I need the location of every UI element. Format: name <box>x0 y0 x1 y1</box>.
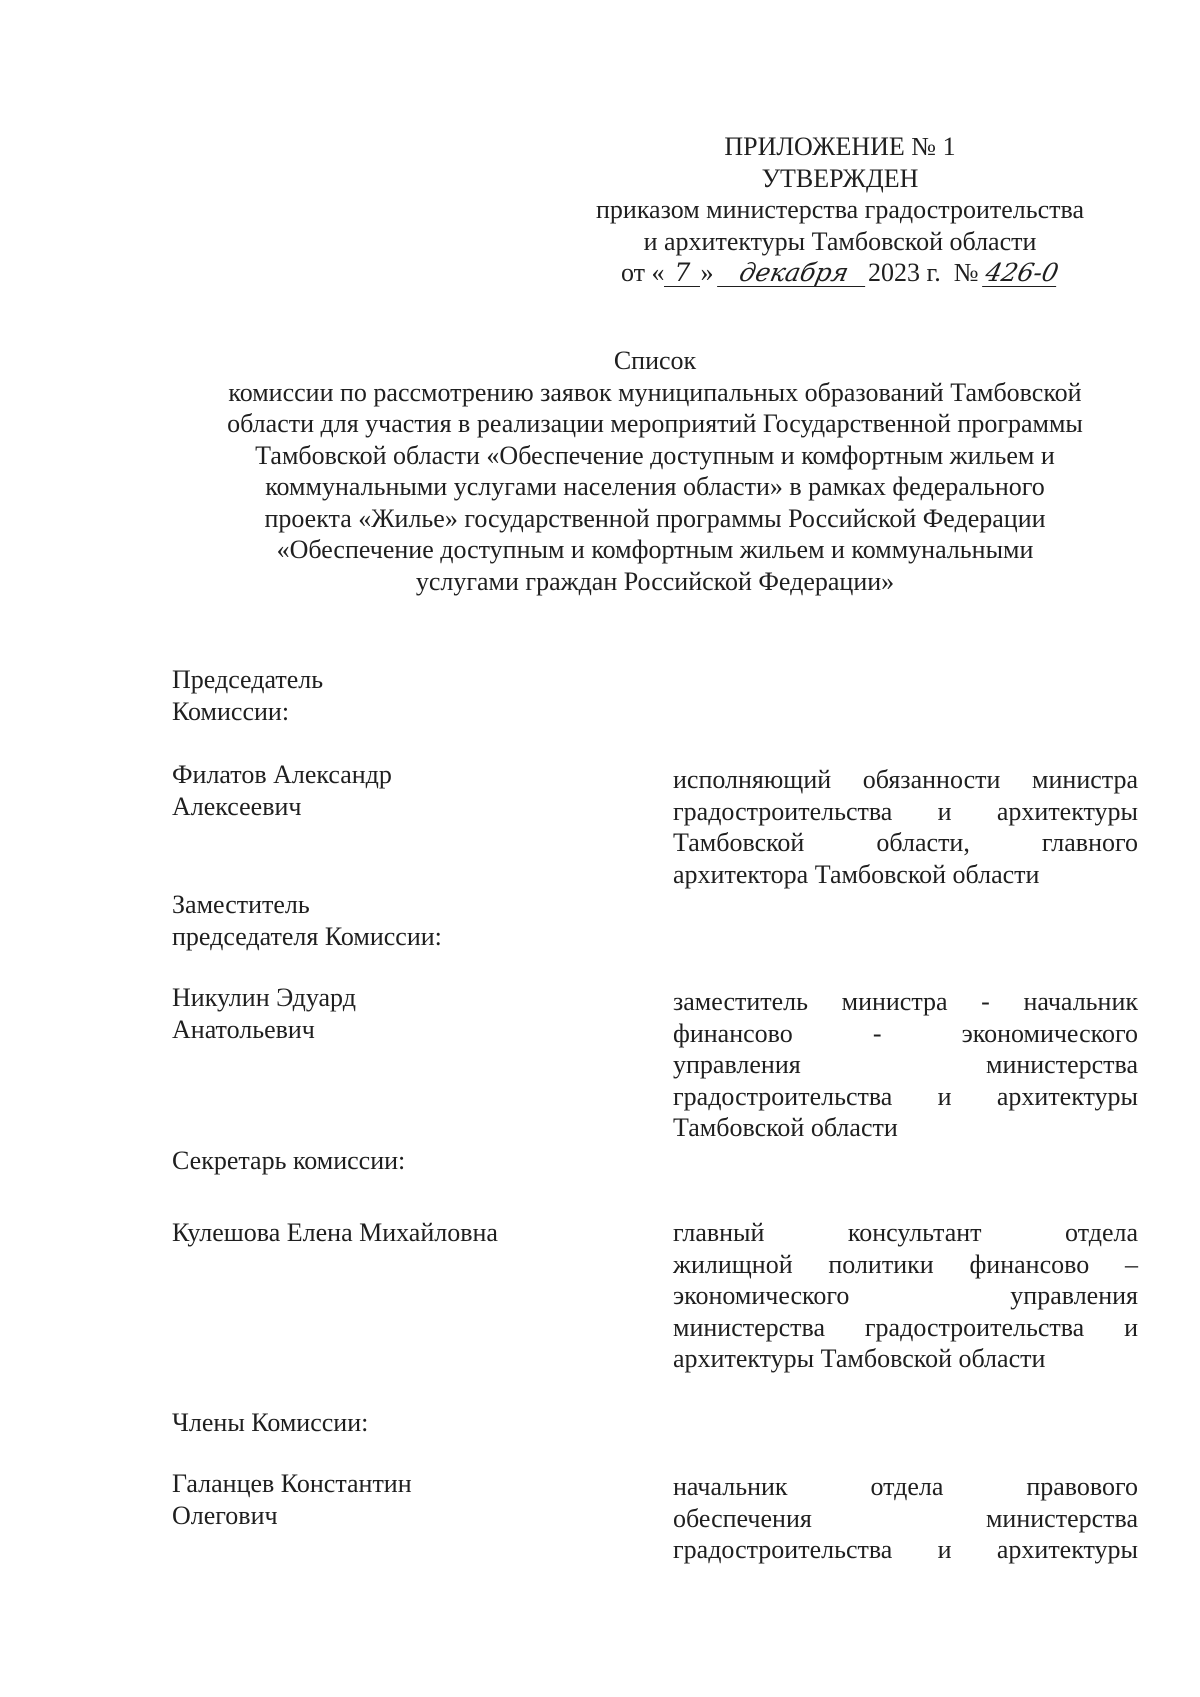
section-label: Комиссии: <box>172 696 290 726</box>
title-heading: Список <box>613 346 697 375</box>
section-secretary <box>172 1145 592 1177</box>
section-label: Секретарь комиссии: <box>172 1146 406 1175</box>
section-chairman <box>172 664 592 727</box>
position-line: министерства градостроительства и <box>673 1312 1138 1342</box>
position-line: градостроительства и архитектуры <box>673 1081 1138 1111</box>
member-name-secretary <box>172 1217 632 1249</box>
date-day-handwritten: 7 <box>664 259 700 287</box>
position-line: Тамбовской области, главного <box>673 828 1138 857</box>
name-line: Никулин Эдуард <box>172 983 356 1012</box>
position-line: заместитель министра - начальник <box>673 987 1138 1016</box>
position-line: архитектуры Тамбовской области <box>673 1344 1046 1373</box>
name-line: Галанцев Константин <box>172 1469 412 1498</box>
name-line: Кулешова Елена Михайловна <box>172 1218 498 1247</box>
member-name-deputy <box>172 982 632 1045</box>
title-line: коммунальными услугами населения области» в рамках федерального <box>265 472 1045 501</box>
title-line: области для участия в реализации мероприятий Государственной программы <box>227 409 1083 438</box>
title-line: «Обеспечение доступным и комфортным жильем и коммунальными <box>276 535 1034 564</box>
approval-block <box>560 131 1120 289</box>
date-prefix: от « <box>620 258 665 287</box>
position-line: жилищной политики финансово – <box>673 1249 1138 1279</box>
name-line: Филатов Александр <box>172 760 392 789</box>
title-line: Тамбовской области «Обеспечение доступным и комфортным жильем и <box>255 440 1055 470</box>
name-line: Алексеевич <box>172 791 302 821</box>
section-label: председателя Комиссии: <box>172 921 442 951</box>
appendix-label: ПРИЛОЖЕНИЕ № 1 <box>724 132 956 161</box>
member-name-member-1 <box>172 1468 632 1531</box>
date-mid: » <box>700 258 714 287</box>
name-line: Олегович <box>172 1500 278 1530</box>
section-label: Члены Комиссии: <box>172 1408 369 1437</box>
order-line-2: и архитектуры Тамбовской области <box>643 226 1037 256</box>
title-line: услугами граждан Российской Федерации» <box>415 566 895 596</box>
member-name-chairman <box>172 759 632 822</box>
member-position-deputy <box>673 986 1138 1144</box>
order-number-handwritten: 426-0 <box>983 258 1062 287</box>
section-deputy <box>172 889 592 952</box>
member-position-secretary <box>673 1217 1138 1375</box>
position-line: градостроительства и архитектуры <box>673 1535 1138 1564</box>
position-line: обеспечения министерства <box>673 1503 1138 1533</box>
document-title <box>160 345 1150 597</box>
number-prefix: № <box>953 258 979 287</box>
order-date-line <box>560 257 1120 289</box>
position-line: финансово - экономического <box>673 1018 1138 1048</box>
order-line-1: приказом министерства градостроительства <box>595 195 1085 224</box>
section-members <box>172 1407 592 1439</box>
member-position-chairman <box>673 764 1138 890</box>
position-line: архитектора Тамбовской области <box>673 859 1040 889</box>
member-position-member-1 <box>673 1471 1138 1566</box>
position-line: градостроительства и архитектуры <box>673 796 1138 826</box>
approved-label: УТВЕРЖДЕН <box>761 163 919 193</box>
position-line: исполняющий обязанности министра <box>673 765 1138 794</box>
position-line: экономического управления <box>673 1281 1138 1310</box>
position-line: управления министерства <box>673 1050 1138 1079</box>
title-line: комиссии по рассмотрению заявок муниципальных образований Тамбовской <box>228 377 1082 407</box>
title-line: проекта «Жилье» государственной программы Российской Федерации <box>264 503 1046 533</box>
name-line: Анатольевич <box>172 1014 315 1044</box>
position-line: начальник отдела правового <box>673 1472 1138 1501</box>
date-year: 2023 г. <box>867 258 941 287</box>
position-line: главный консультант отдела <box>673 1218 1138 1247</box>
position-line: Тамбовской области <box>673 1113 898 1142</box>
section-label: Председатель <box>172 665 324 694</box>
date-month-handwritten: декабря <box>717 259 871 287</box>
section-label: Заместитель <box>172 890 310 919</box>
